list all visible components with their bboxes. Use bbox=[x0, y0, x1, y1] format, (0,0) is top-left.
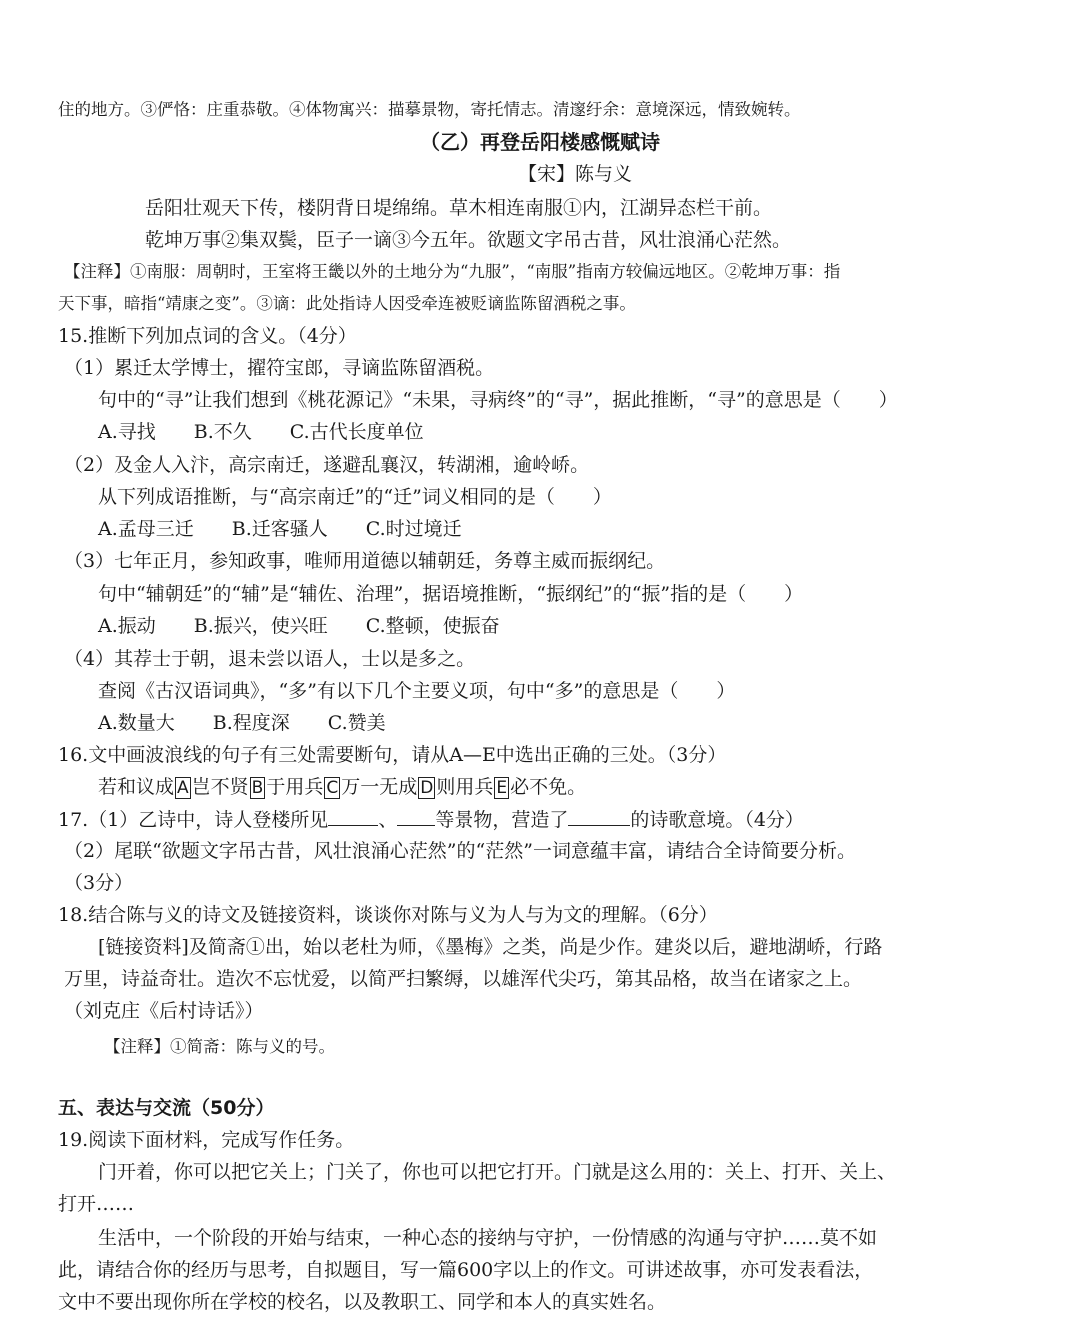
q17-p1-a: 17.（1）乙诗中，诗人登楼所见 bbox=[58, 809, 329, 831]
q16-seg-5: 必不免。 bbox=[510, 776, 587, 798]
q16-seg-3: 万一无成 bbox=[341, 776, 418, 798]
section-5-title: 五、表达与交流（50分） bbox=[58, 1097, 275, 1119]
q15-part2-text: （2）及金人入汴，高宗南迁，遂避乱襄汉，转湖湘，逾岭峤。 bbox=[64, 454, 590, 476]
q17-p1-d: 的诗歌意境。（4分） bbox=[630, 809, 804, 831]
q15-part2-question: 从下列成语推断，与“高宗南迁”的“迁”词义相同的是（ ） bbox=[98, 486, 612, 508]
q18-note: 【注释】①简斋：陈与义的号。 bbox=[104, 1037, 335, 1056]
q15-part3-options: A.振动 B.振兴，使兴旺 C.整顿，使振奋 bbox=[98, 615, 500, 637]
q15-part2-options: A.孟母三迁 B.迁客骚人 C.时过境迁 bbox=[98, 518, 462, 540]
q17-p1-c: 等景物，营造了 bbox=[435, 809, 569, 831]
q16-box-a: A bbox=[177, 778, 189, 798]
poem-line-1: 岳阳壮观天下传，楼阴背日堤绵绵。草木相连南服①内，江湖异态栏干前。 bbox=[145, 197, 773, 219]
q18-link-line-2: 万里，诗益奇壮。造次不忘忧爱，以简严扫繁缛，以雄浑代尖巧，第其品格，故当在诸家之上。 bbox=[64, 968, 863, 990]
poem-note-1: 【注释】①南服：周朝时，王室将王畿以外的土地分为“九服”，“南服”指南方较偏远地区。②乾坤万事：指 bbox=[64, 262, 841, 281]
q15-part1-question: 句中的“寻”让我们想到《桃花源记》“未果，寻病终”的“寻”，据此推断，“寻”的意思是（ ） bbox=[98, 389, 898, 411]
q19-material-2: 打开…… bbox=[58, 1193, 135, 1215]
q15-stem: 15.推断下列加点词的含义。（4分） bbox=[58, 325, 357, 347]
poem-line-2: 乾坤万事②集双鬓，臣子一谪③今五年。欲题文字吊古昔，风壮浪涌心茫然。 bbox=[145, 229, 792, 251]
answer-blank-1[interactable] bbox=[328, 805, 378, 826]
q17-part2-score: （3分） bbox=[64, 872, 134, 894]
answer-blank-2[interactable] bbox=[397, 805, 435, 826]
answer-blank-3[interactable] bbox=[568, 805, 630, 826]
q17-part1 bbox=[58, 805, 804, 834]
q16-box-e: E bbox=[496, 778, 508, 798]
q19-task-1: 生活中，一个阶段的开始与结束，一种心态的接纳与守护，一份情感的沟通与守护……莫不如 bbox=[98, 1227, 878, 1249]
q16-box-b: B bbox=[251, 778, 264, 798]
q19-material-1: 门开着，你可以把它关上；门关了，你也可以把它打开。门就是这么用的：关上、打开、关上、 bbox=[98, 1161, 897, 1183]
q17-p1-b: 、 bbox=[378, 809, 398, 831]
q16-box-c: C bbox=[326, 778, 339, 798]
q19-task-3: 文中不要出现你所在学校的校名，以及教职工、同学和本人的真实姓名。 bbox=[58, 1291, 667, 1313]
q15-part1-options: A.寻找 B.不久 C.古代长度单位 bbox=[98, 421, 424, 443]
poem-title: （乙）再登岳阳楼感慨赋诗 bbox=[420, 130, 660, 154]
q15-part3-question: 句中“辅朝廷”的“辅”是“辅佐、治理”，据语境推断，“振纲纪”的“振”指的是（ ） bbox=[98, 583, 804, 605]
q18-stem: 18.结合陈与义的诗文及链接资料，谈谈你对陈与义为人与为文的理解。（6分） bbox=[58, 904, 718, 926]
q16-stem: 16.文中画波浪线的句子有三处需要断句，请从A—E中选出正确的三处。（3分） bbox=[58, 744, 727, 766]
q16-seg-0: 若和议成 bbox=[98, 776, 175, 798]
poem-note-2: 天下事，暗指“靖康之变”。③谪：此处指诗人因受牵连被贬谪监陈留酒税之事。 bbox=[58, 294, 636, 313]
q18-source: （刘克庄《后村诗话》） bbox=[64, 1000, 264, 1022]
q15-part4-text: （4）其荐士于朝，退未尝以语人，士以是多之。 bbox=[64, 648, 476, 670]
continued-note: 住的地方。③俨恪：庄重恭敬。④体物寓兴：描摹景物，寄托情志。清邃纡余：意境深远，情致婉转。 bbox=[58, 100, 801, 119]
q15-part3-text: （3）七年正月，参知政事，唯师用道德以辅朝廷，务尊主威而振纲纪。 bbox=[64, 550, 666, 572]
q15-part1-text: （1）累迁太学博士，擢符宝郎，寻谪监陈留酒税。 bbox=[64, 357, 495, 379]
q19-stem: 19.阅读下面材料，完成写作任务。 bbox=[58, 1129, 355, 1151]
q16-box-d: D bbox=[420, 778, 434, 798]
poem-author: 【宋】陈与义 bbox=[517, 163, 632, 185]
q16-seg-4: 则用兵 bbox=[436, 776, 494, 798]
q16-seg-2: 于用兵 bbox=[266, 776, 324, 798]
q15-part4-options: A.数量大 B.程度深 C.赞美 bbox=[98, 712, 386, 734]
q16-sentence bbox=[98, 773, 586, 802]
q17-part2: （2）尾联“欲题文字吊古昔，风壮浪涌心茫然”的“茫然”一词意蕴丰富，请结合全诗简要分析。 bbox=[64, 840, 856, 862]
q19-task-2: 此，请结合你的经历与思考，自拟题目，写一篇600字以上的作文。可讲述故事，亦可发表看法， bbox=[58, 1259, 874, 1281]
q18-link-line-1: [链接资料]及简斋①出，始以老杜为师，《墨梅》之类，尚是少作。建炎以后，避地湖峤，行路 bbox=[98, 936, 883, 958]
q16-seg-1: 岂不贤 bbox=[191, 776, 249, 798]
q15-part4-question: 查阅《古汉语词典》，“多”有以下几个主要义项，句中“多”的意思是（ ） bbox=[98, 680, 736, 702]
